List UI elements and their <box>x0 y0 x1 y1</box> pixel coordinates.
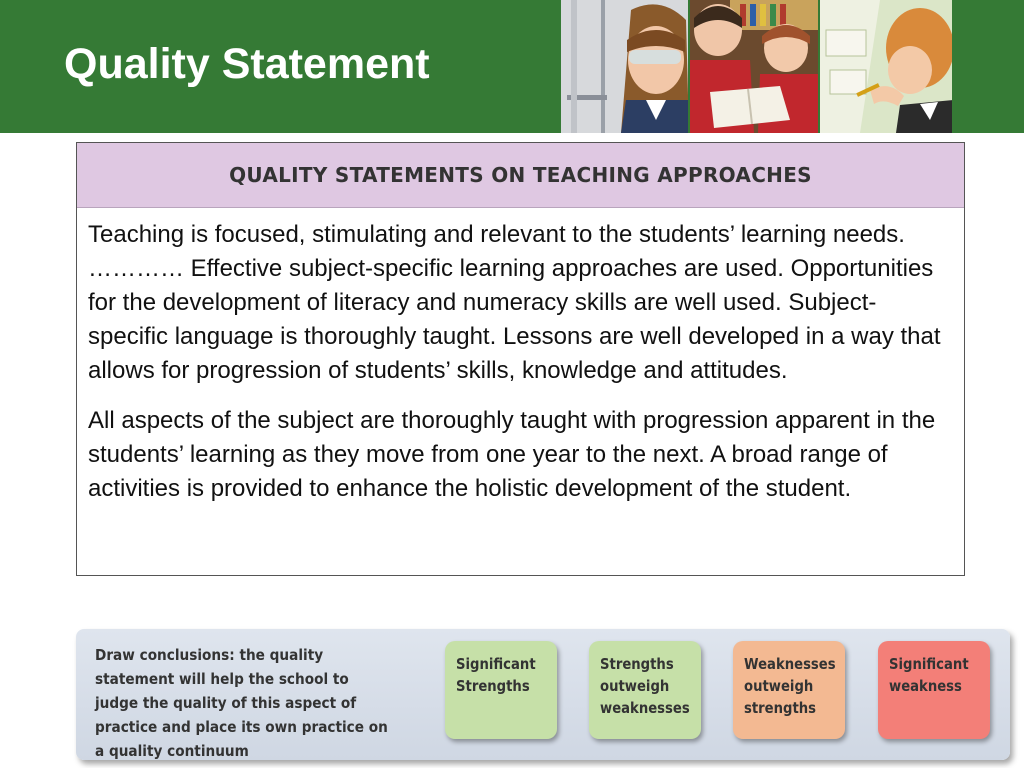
student-with-safety-goggles-photo <box>561 0 688 133</box>
statement-banner-title: QUALITY STATEMENTS ON TEACHING APPROACHES <box>229 163 812 187</box>
statement-body <box>77 208 964 506</box>
header-bar <box>0 0 1024 133</box>
children-reading-photo <box>690 0 817 133</box>
child-writing-photo <box>820 0 952 133</box>
continuum-level-label: Strengths outweigh weaknesses <box>600 655 690 717</box>
continuum-level-label: Significant weakness <box>889 655 969 695</box>
continuum-level-strengths-outweigh-weaknesses <box>589 641 701 739</box>
conclusion-text: Draw conclusions: the quality statement will help the school to judge the quality of this aspect of practice and place its own practice on a quality continuum <box>95 646 388 760</box>
statement-paragraph: All aspects of the subject are thoroughly taught with progression apparent in the students’ learning as they move from one year to the next. A broad range of activities is provided to enhance the holistic development of the student. <box>88 407 936 502</box>
continuum-level-weaknesses-outweigh-strengths <box>733 641 845 739</box>
continuum-level-label: Significant Strengths <box>456 655 536 695</box>
continuum-level-label: Weaknesses outweigh strengths <box>744 655 836 717</box>
continuum-level-significant-strengths <box>445 641 557 739</box>
quality-statement-box <box>76 142 965 576</box>
quality-continuum-panel <box>76 629 1010 760</box>
photo-strip <box>561 0 952 133</box>
statement-paragraph: Teaching is focused, stimulating and relevant to the students’ learning needs. ………… Effective subject-specific learning approaches are used. Opportunities for the development of literacy and numeracy skills are well used. Subject-specific language is thoroughly taught. Lessons are well developed in a way that allows for progression of students’ skills, knowledge and attitudes. <box>88 221 941 384</box>
continuum-level-significant-weakness <box>878 641 990 739</box>
page-title: Quality Statement <box>64 40 430 88</box>
statement-banner <box>77 143 964 208</box>
